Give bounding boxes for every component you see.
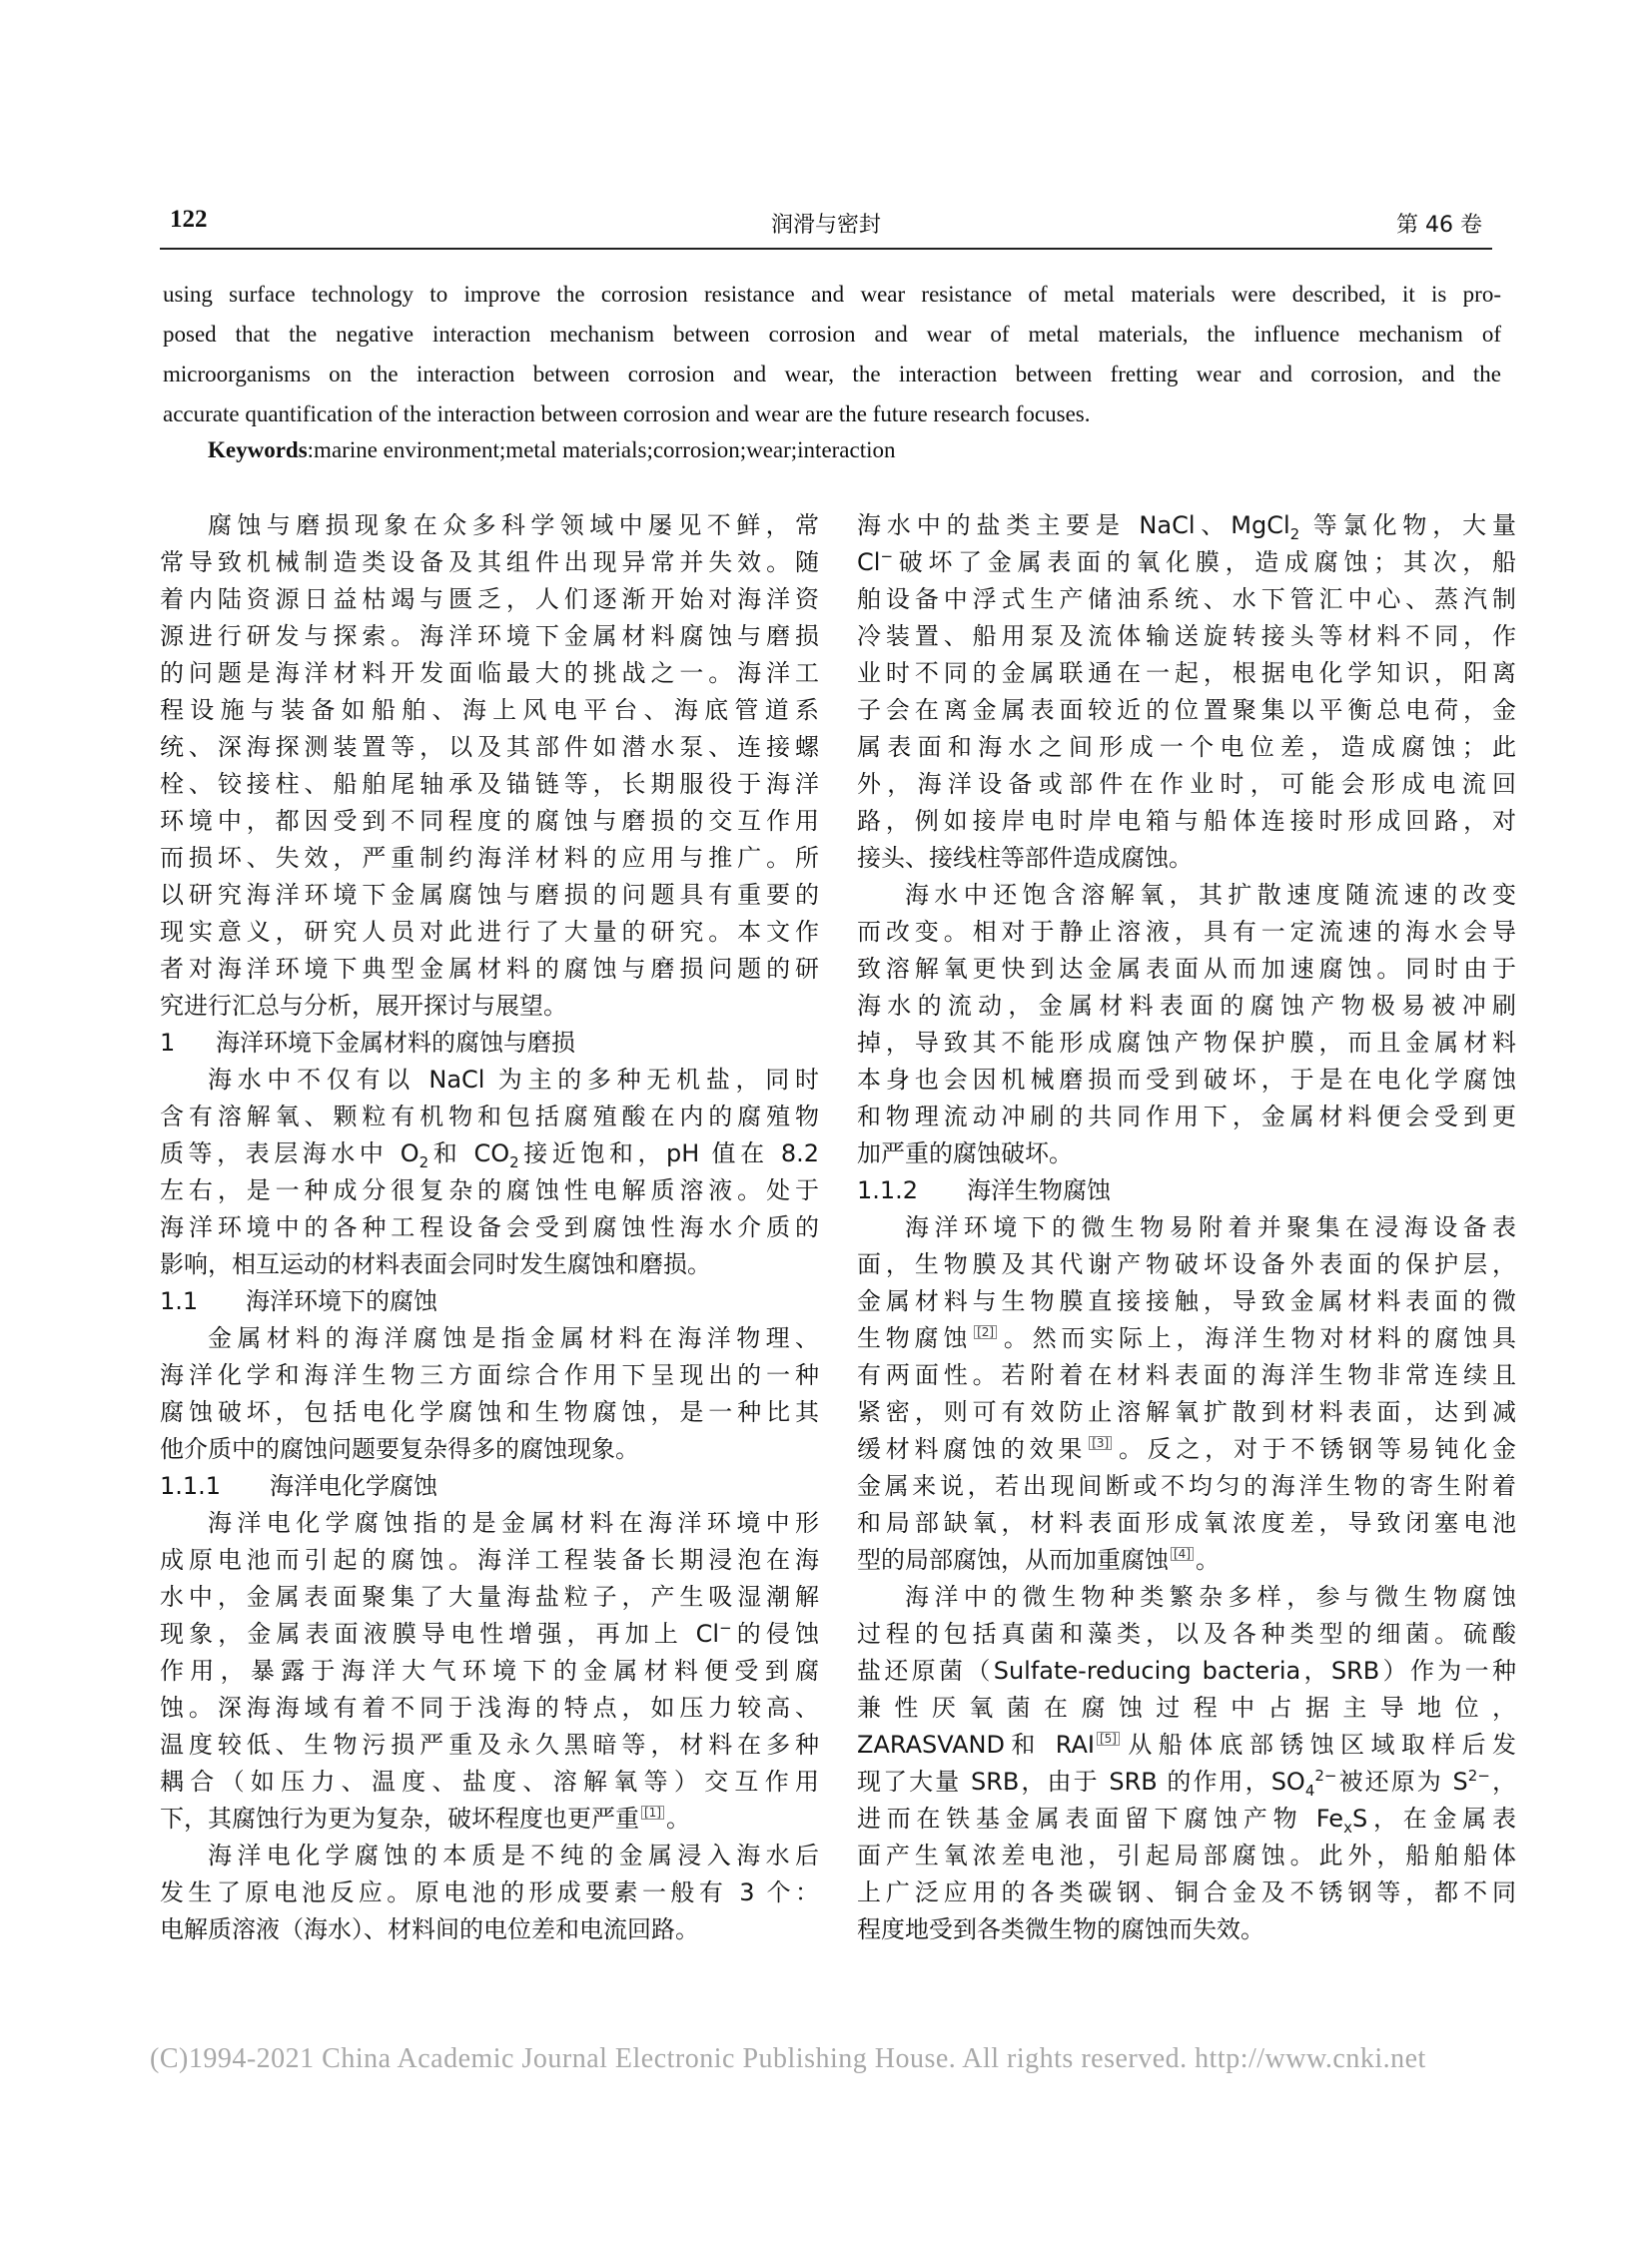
abstract-line: microorganisms on the interaction between corrosion and wear, the interaction between fretting wear and corrosion, and the xyxy=(163,362,1501,386)
body-line: 金属材料与生物膜直接接触，导致金属材料表面的微 xyxy=(857,1287,1516,1315)
left-column xyxy=(160,507,819,1948)
body-line: 外，海洋设备或部件在作业时，可能会形成电流回 xyxy=(857,770,1516,798)
body-line: 电解质溶液（海水）、材料间的电位差和电流回路。 xyxy=(160,1915,699,1943)
body-line: 业时不同的金属联通在一起，根据电化学知识，阳离 xyxy=(857,659,1516,687)
body-line: 型的局部腐蚀，从而加重腐蚀 [4] 。 xyxy=(857,1546,1220,1574)
body-line: 上广泛应用的各类碳钢、铜合金及不锈钢等，都不同 xyxy=(857,1878,1516,1906)
body-line: 统、深海探测装置等，以及其部件如潜水泵、连接螺 xyxy=(160,733,819,761)
heading-text: 海洋生物腐蚀 xyxy=(967,1176,1111,1204)
body-line: 下，其腐蚀行为更为复杂，破坏程度也更严重 [1] 。 xyxy=(160,1805,690,1833)
heading-text: 海洋电化学腐蚀 xyxy=(270,1472,437,1500)
body-line: 左右，是一种成分很复杂的腐蚀性电解质溶液。处于 xyxy=(160,1176,819,1204)
body-line: 常导致机械制造类设备及其组件出现异常并失效。随 xyxy=(160,548,819,576)
body-line: 而改变。相对于静止溶液，具有一定流速的海水会导 xyxy=(857,918,1516,946)
body-line: 和物理流动冲刷的共同作用下，金属材料便会受到更 xyxy=(857,1103,1516,1130)
body-line: 者对海洋环境下典型金属材料的腐蚀与磨损问题的研 xyxy=(160,955,819,983)
body-line: 现了大量 SRB，由于 SRB 的作用，$SO_4^{2-}$被还原为 $S^{2-}$， xyxy=(857,1767,1516,1800)
heading-text: 海洋环境下的腐蚀 xyxy=(246,1287,437,1315)
page-number: 122 xyxy=(170,206,208,233)
body-line: 加严重的腐蚀破坏。 xyxy=(857,1139,1073,1167)
body-line: 海水中不仅有以 NaCl 为主的多种无机盐，同时 xyxy=(208,1066,819,1094)
body-line: 海洋环境中的各种工程设备会受到腐蚀性海水介质的 xyxy=(160,1213,819,1241)
citation-ref[interactable]: [5] xyxy=(1097,1732,1120,1746)
body-line: 着内陆资源日益枯竭与匮乏，人们逐渐开始对海洋资 xyxy=(160,585,819,613)
body-line: 舶设备中浮式生产储油系统、水下管汇中心、蒸汽制 xyxy=(857,585,1516,613)
body-line: 温度较低、生物污损严重及永久黑暗等，材料在多种 xyxy=(160,1731,819,1759)
abstract-line: using surface technology to improve the corrosion resistance and wear resistance of metal materials were described, it is pro- xyxy=(163,282,1501,307)
section-heading-1-1 xyxy=(160,1283,819,1320)
body-line: 现象，金属表面液膜导电性增强，再加上 Cl−的侵蚀 xyxy=(160,1619,819,1648)
citation-ref[interactable]: [2] xyxy=(974,1325,997,1339)
body-line: 程度地受到各类微生物的腐蚀而失效。 xyxy=(857,1915,1264,1943)
body-line: 含有溶解氧、颗粒有机物和包括腐殖酸在内的腐殖物 xyxy=(160,1103,819,1130)
body-line: 耦合（如压力、温度、盐度、溶解氧等）交互作用 xyxy=(160,1768,819,1796)
citation-ref[interactable]: [3] xyxy=(1089,1436,1112,1450)
abstract-line: accurate quantification of the interaction between corrosion and wear are the future research focuses. xyxy=(163,401,1091,426)
body-line: 的问题是海洋材料开发面临最大的挑战之一。海洋工 xyxy=(160,659,819,687)
body-line: 面，生物膜及其代谢产物破坏设备外表面的保护层， xyxy=(857,1250,1516,1278)
body-line: 海洋化学和海洋生物三方面综合作用下呈现出的一种 xyxy=(160,1361,819,1389)
heading-number: 1.1 xyxy=(160,1287,199,1315)
body-line: 接头、接线柱等部件造成腐蚀。 xyxy=(857,844,1193,872)
body-line: 源进行研发与探索。海洋环境下金属材料腐蚀与磨损 xyxy=(160,622,819,650)
body-line: 面产生氧浓差电池，引起局部腐蚀。此外，船舶船体 xyxy=(857,1842,1516,1869)
body-line: 紧密，则可有效防止溶解氧扩散到材料表面，达到减 xyxy=(857,1398,1516,1426)
body-line: 冷装置、船用泵及流体输送旋转接头等材料不同，作 xyxy=(857,622,1516,650)
body-line: 海洋环境下的微生物易附着并聚集在浸海设备表 xyxy=(905,1213,1516,1241)
body-line: 海洋电化学腐蚀的本质是不纯的金属浸入海水后 xyxy=(208,1842,819,1869)
body-line: 属表面和海水之间形成一个电位差，造成腐蚀；此 xyxy=(857,733,1516,761)
body-line: 金属材料的海洋腐蚀是指金属材料在海洋物理、 xyxy=(208,1324,819,1352)
body-line: 和局部缺氧，材料表面形成氧浓度差，导致闭塞电池 xyxy=(857,1509,1516,1537)
keywords-text: :marine environment;metal materials;corrosion;wear;interaction xyxy=(307,437,896,462)
keywords-label: Keywords xyxy=(208,437,308,462)
body-line: 进而在铁基金属表面留下腐蚀产物 $Fe_xS$，在金属表 xyxy=(857,1805,1516,1837)
body-line: 成原电池而引起的腐蚀。海洋工程装备长期浸泡在海 xyxy=(160,1546,819,1574)
body-line: 他介质中的腐蚀问题要复杂得多的腐蚀现象。 xyxy=(160,1435,639,1463)
body-line: 本身也会因机械磨损而受到破坏，于是在电化学腐蚀 xyxy=(857,1066,1516,1094)
section-heading-1 xyxy=(160,1025,819,1062)
body-line: 现实意义，研究人员对此进行了大量的研究。本文作 xyxy=(160,918,819,946)
body-line: 质等，表层海水中 $O_2$和 $CO_2$接近饱和，pH 值在 8.2 xyxy=(160,1139,819,1171)
citation-ref[interactable]: [1] xyxy=(641,1806,664,1820)
body-line: 发生了原电池反应。原电池的形成要素一般有 3 个： xyxy=(160,1878,819,1906)
body-line: 以研究海洋环境下金属腐蚀与磨损的问题具有重要的 xyxy=(160,881,819,909)
body-line: 有两面性。若附着在材料表面的海洋生物非常连续且 xyxy=(857,1361,1516,1389)
body-line: 栓、铰接柱、船舶尾轴承及锚链等，长期服役于海洋 xyxy=(160,770,819,798)
heading-text: 海洋环境下金属材料的腐蚀与磨损 xyxy=(216,1029,575,1057)
body-line: 金属来说，若出现间断或不均匀的海洋生物的寄生附着 xyxy=(857,1472,1516,1500)
body-line: 腐蚀与磨损现象在众多科学领域中屡见不鲜，常 xyxy=(208,511,819,539)
body-line: 海洋中的微生物种类繁杂多样，参与微生物腐蚀 xyxy=(905,1583,1516,1611)
body-line: 海洋电化学腐蚀指的是金属材料在海洋环境中形 xyxy=(208,1509,819,1537)
body-line: 腐蚀破坏，包括电化学腐蚀和生物腐蚀，是一种比其 xyxy=(160,1398,819,1426)
keywords xyxy=(208,437,896,463)
body-line: 影响，相互运动的材料表面会同时发生腐蚀和磨损。 xyxy=(160,1250,711,1278)
body-line: 环境中，都因受到不同程度的腐蚀与磨损的交互作用 xyxy=(160,807,819,835)
body-line: 海水的流动，金属材料表面的腐蚀产物极易被冲刷 xyxy=(857,992,1516,1020)
body-line: 致溶解氧更快到达金属表面从而加速腐蚀。同时由于 xyxy=(857,955,1516,983)
heading-number: 1.1.1 xyxy=(160,1472,222,1500)
body-line: 海水中还饱含溶解氧，其扩散速度随流速的改变 xyxy=(905,881,1516,909)
body-line: 子会在离金属表面较近的位置聚集以平衡总电荷，金 xyxy=(857,696,1516,724)
volume-label: 第 46 卷 xyxy=(1396,213,1482,238)
heading-number: 1 xyxy=(160,1029,176,1057)
journal-title: 润滑与密封 xyxy=(770,213,881,238)
copyright-watermark: (C)1994-2021 China Academic Journal Electronic Publishing House. All rights reserved. http://www.cnki.net xyxy=(150,2043,1426,2074)
abstract-line: posed that the negative interaction mechanism between corrosion and wear of metal materials, the influence mechanism of xyxy=(163,322,1501,347)
right-column xyxy=(857,507,1516,1948)
body-line: 路，例如接岸电时岸电箱与船体连接时形成回路，对 xyxy=(857,807,1516,835)
body-line: 程设施与装备如船舶、海上风电平台、海底管道系 xyxy=(160,696,819,724)
citation-ref[interactable]: [4] xyxy=(1171,1547,1194,1561)
body-line: 海水中的盐类主要是 NaCl、MgCl$_2$ 等氯化物，大量 xyxy=(857,511,1516,543)
page-header xyxy=(160,206,1492,250)
section-heading-1-1-1 xyxy=(160,1468,819,1505)
body-line: 生物腐蚀 [2] 。然而实际上，海洋生物对材料的腐蚀具 xyxy=(857,1324,1516,1352)
body-line: 作用，暴露于海洋大气环境下的金属材料便受到腐 xyxy=(160,1657,819,1685)
heading-number: 1.1.2 xyxy=(857,1176,919,1204)
body-line: 掉，导致其不能形成腐蚀产物保护膜，而且金属材料 xyxy=(857,1029,1516,1057)
body-line: 盐还原菌（Sulfate-reducing bacteria，SRB）作为一种 xyxy=(857,1657,1516,1685)
body-line: 而损坏、失效，严重制约海洋材料的应用与推广。所 xyxy=(160,844,819,872)
body-line: ZARASVAND和 RAI [5] 从船体底部锈蚀区域取样后发 xyxy=(857,1731,1516,1759)
section-heading-1-1-2 xyxy=(857,1172,1516,1209)
body-line: 究进行汇总与分析，展开探讨与展望。 xyxy=(160,992,567,1020)
body-line: 过程的包括真菌和藻类，以及各种类型的细菌。硫酸 xyxy=(857,1620,1516,1648)
body-line: 兼性厌氧菌在腐蚀过程中占据主导地位， xyxy=(857,1694,1516,1722)
body-line: 缓材料腐蚀的效果 [3] 。反之，对于不锈钢等易钝化金 xyxy=(857,1435,1516,1463)
body-line: 蚀。深海海域有着不同于浅海的特点，如压力较高、 xyxy=(160,1694,819,1722)
body-line: Cl−破坏了金属表面的氧化膜，造成腐蚀；其次，船 xyxy=(857,547,1516,576)
body-line: 水中，金属表面聚集了大量海盐粒子，产生吸湿潮解 xyxy=(160,1583,819,1611)
abstract-english xyxy=(163,275,1501,434)
